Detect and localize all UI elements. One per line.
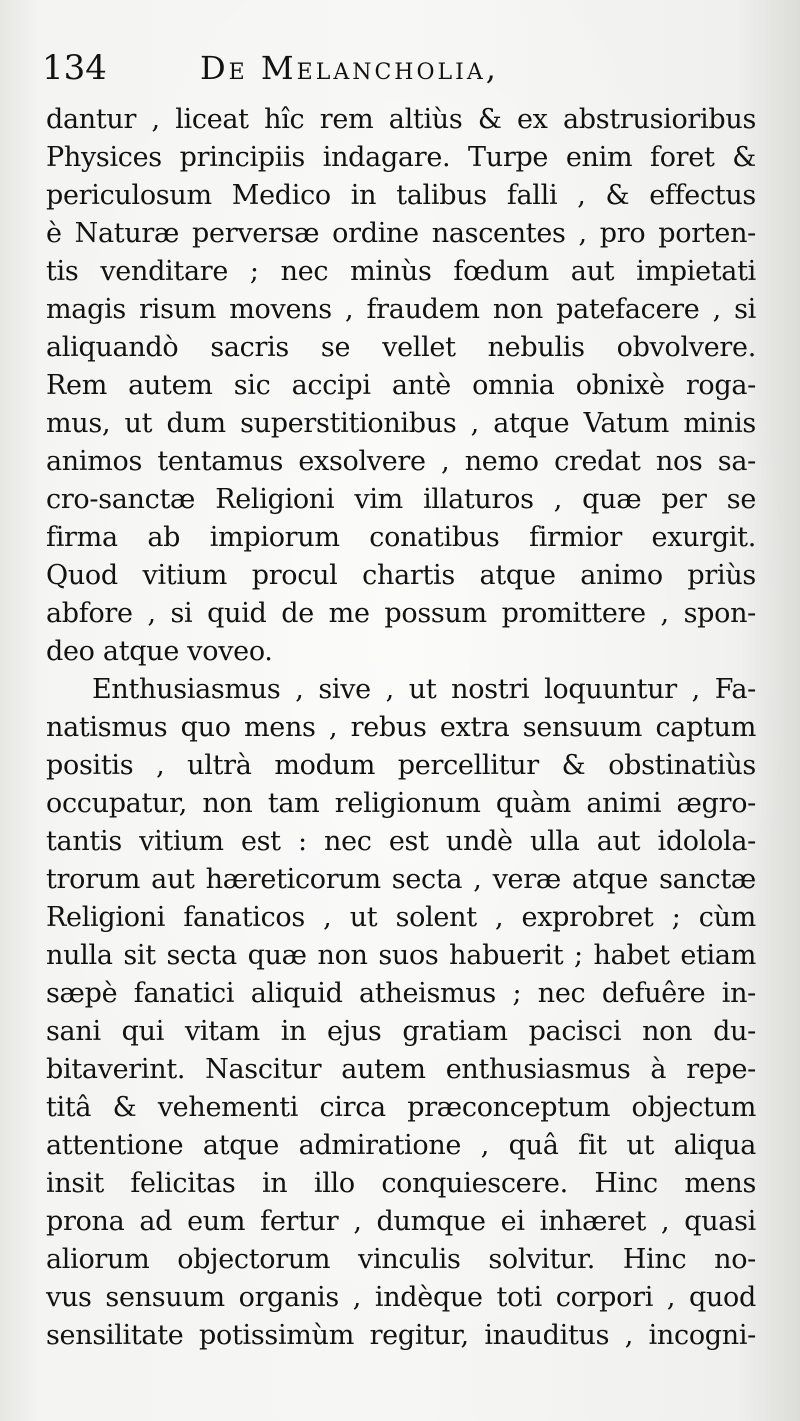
text-line: Enthusiasmus , sive , ut nostri loquuntur , Fa- [92, 674, 756, 705]
text-line: dantur , liceat hîc rem altiùs & ex abstrusioribus [46, 104, 756, 135]
text-line: animos tentamus exsolvere , nemo credat nos sa- [46, 446, 756, 477]
text-line: periculosum Medico in talibus falli , & effectus [46, 180, 756, 211]
text-line: sani qui vitam in ejus gratiam pacisci non du- [46, 1016, 756, 1047]
text-line: firma ab impiorum conatibus firmior exurgit. [46, 522, 756, 553]
running-title: De Melancholia, [200, 49, 499, 87]
text-line: tis venditare ; nec minùs fœdum aut impietati [46, 256, 756, 287]
text-line: è Naturæ perversæ ordine nascentes , pro porten- [46, 218, 756, 249]
text-line: Rem autem sic accipi antè omnia obnixè roga- [46, 370, 756, 401]
text-line: tantis vitium est : nec est undè ulla aut idolola- [46, 826, 756, 857]
text-line: sæpè fanatici aliquid atheismus ; nec defuêre in- [46, 978, 756, 1009]
text-line: Quod vitium procul chartis atque animo priùs [46, 560, 756, 591]
text-line: aliquandò sacris se vellet nebulis obvolvere. [46, 332, 756, 363]
text-line: vus sensuum organis , indèque toti corpori , quod [46, 1282, 756, 1313]
text-line: Physices principiis indagare. Turpe enim foret & [46, 142, 756, 173]
text-line: prona ad eum fertur , dumque ei inhæret , quasi [46, 1206, 756, 1237]
paragraph [46, 671, 756, 1355]
body-text [46, 101, 756, 1355]
text-line: positis , ultrà modum percellitur & obstinatiùs [46, 750, 756, 781]
text-line: mus, ut dum superstitionibus , atque Vatum minis [46, 408, 756, 439]
text-line: deo atque voveo. [46, 636, 273, 667]
text-line: sensilitate potissimùm regitur, inauditus , incogni- [46, 1320, 756, 1351]
text-line: abfore , si quid de me possum promittere , spon- [46, 598, 756, 629]
text-line: aliorum objectorum vinculis solvitur. Hinc no- [46, 1244, 756, 1275]
text-line: nulla sit secta quæ non suos habuerit ; habet etiam [46, 940, 756, 971]
page-header [42, 42, 772, 94]
text-line: titâ & vehementi circa præconceptum objectum [46, 1092, 756, 1123]
text-line: natismus quo mens , rebus extra sensuum captum [46, 712, 756, 743]
text-line: insit felicitas in illo conquiescere. Hinc mens [46, 1168, 756, 1199]
text-line: Religioni fanaticos , ut solent , exprobret ; cùm [46, 902, 756, 933]
text-line: attentione atque admiratione , quâ fit ut aliqua [46, 1130, 756, 1161]
page-number: 134 [42, 48, 107, 88]
text-line: trorum aut hæreticorum secta , veræ atque sanctæ [46, 864, 756, 895]
text-line: occupatur, non tam religionum quàm animi ægro- [46, 788, 756, 819]
text-line: magis risum movens , fraudem non patefacere , si [46, 294, 756, 325]
text-line: bitaverint. Nascitur autem enthusiasmus à repe- [46, 1054, 756, 1085]
text-line: cro-sanctæ Religioni vim illaturos , quæ per se [46, 484, 756, 515]
paragraph [46, 101, 756, 671]
